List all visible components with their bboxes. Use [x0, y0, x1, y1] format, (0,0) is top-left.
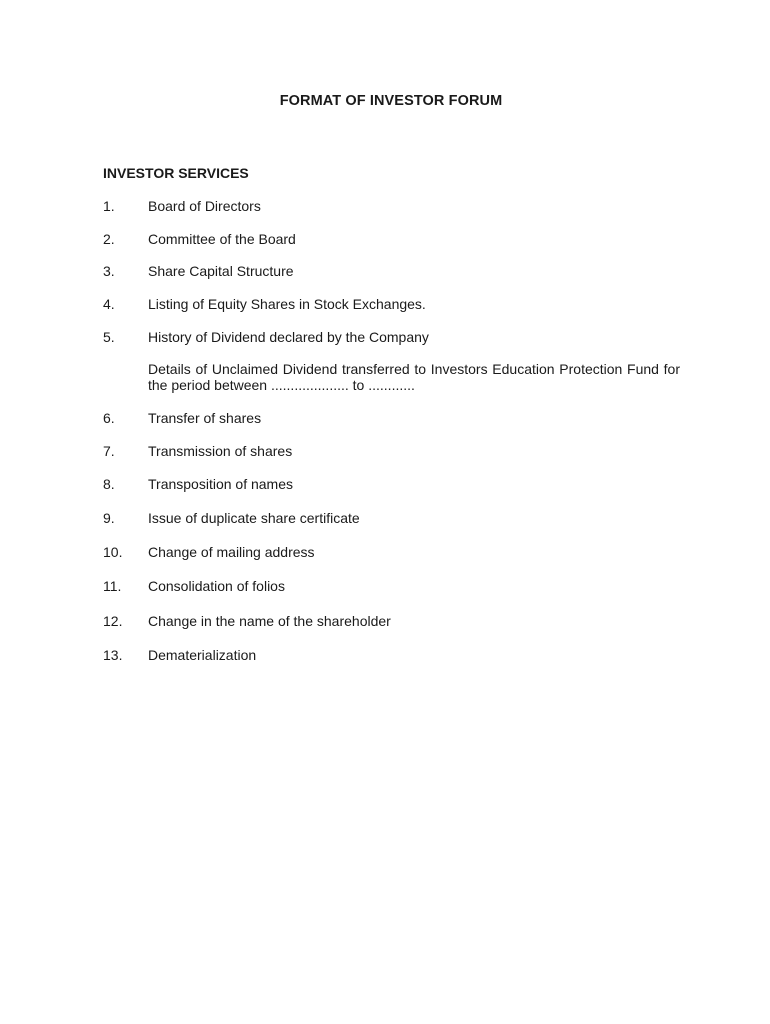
item-text: Transmission of shares [148, 443, 293, 459]
item-number: 11. [103, 578, 122, 594]
item-text: Change in the name of the shareholder [148, 613, 391, 629]
item-number: 6. [103, 410, 115, 426]
item-text: History of Dividend declared by the Company [148, 329, 429, 345]
item-text: Board of Directors [148, 198, 261, 214]
item-number: 4. [103, 296, 115, 312]
item-number: 7. [103, 443, 115, 459]
item-number: 8. [103, 476, 115, 492]
item-text: Transposition of names [148, 476, 293, 492]
item-number: 9. [103, 510, 115, 526]
item-text: Transfer of shares [148, 410, 262, 426]
item-text: Listing of Equity Shares in Stock Exchanges. [148, 296, 426, 312]
item-number: 2. [103, 231, 115, 247]
item-text: Consolidation of folios [148, 578, 285, 594]
item-text: Share Capital Structure [148, 263, 294, 279]
item-number: 10. [103, 544, 123, 560]
item-number: 5. [103, 329, 115, 345]
item-number: 3. [103, 263, 115, 279]
item-number: 13. [103, 647, 123, 663]
item-number: 1. [103, 198, 115, 214]
item-text: Issue of duplicate share certificate [148, 510, 360, 526]
unclaimed-dividend-note: Details of Unclaimed Dividend transferred to Investors Education Protection Fund for the period between .................... to ............ [148, 361, 680, 393]
item-text: Committee of the Board [148, 231, 296, 247]
item-text: Change of mailing address [148, 544, 315, 560]
section-heading: INVESTOR SERVICES [103, 165, 249, 181]
item-text: Dematerialization [148, 647, 257, 663]
document-title: FORMAT OF INVESTOR FORUM [279, 93, 503, 109]
item-number: 12. [103, 613, 123, 629]
